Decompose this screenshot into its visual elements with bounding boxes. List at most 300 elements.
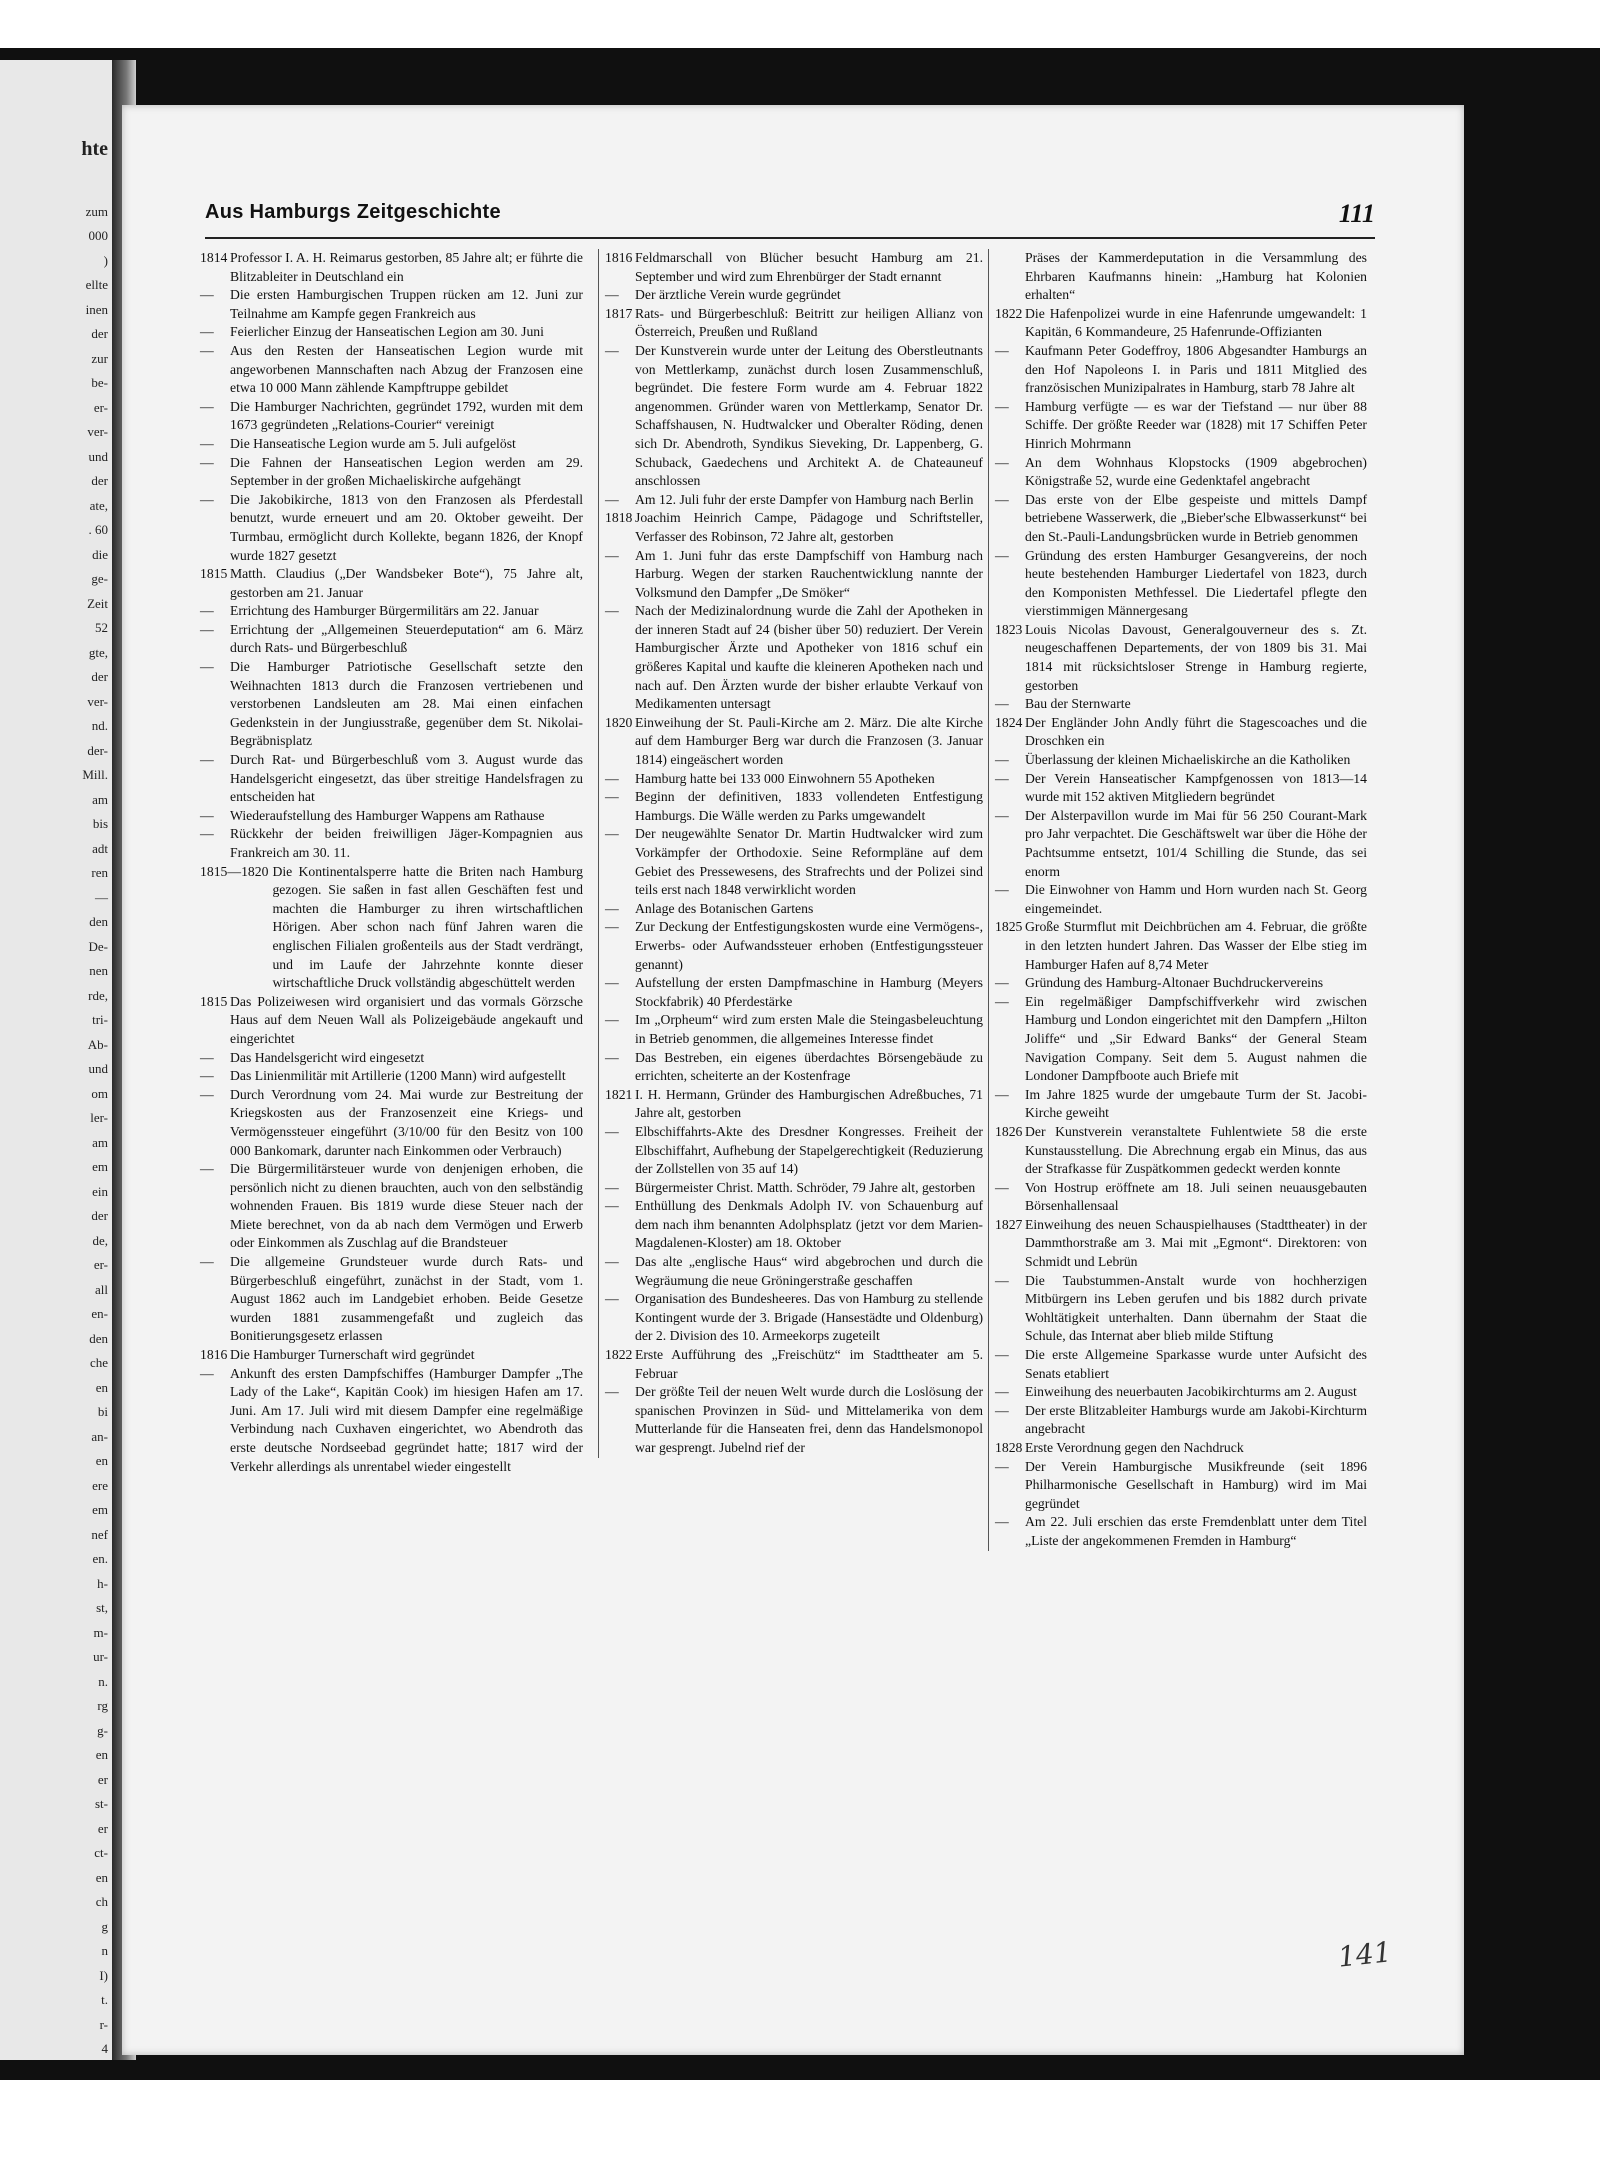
entry-dash: —	[995, 398, 1009, 414]
left-page-text: ere	[92, 1477, 108, 1493]
entry-text: Hamburg hatte bei 133 000 Einwohnern 55 Apotheken	[635, 770, 935, 786]
entry-text: Hamburg verfügte — es war der Tiefstand — nur über 88 Schiffe. Der größte Reeder war (1828) mit 17 Schiffen Peter Hinrich Mohrmann	[1025, 398, 1367, 451]
chronology-entry	[605, 825, 983, 899]
left-page-text: . 60	[88, 522, 108, 537]
left-page-text: de,	[92, 1232, 108, 1248]
entry-text: Der neugewählte Senator Dr. Martin Hudtwalcker wird zum Vorkämpfer der Orthodoxie. Seine Reformpläne auf dem Gebiet des Pressewesens, des Strafrechts und der Polizei sind teils erst nach 1848 verwirklicht worden	[635, 826, 983, 898]
left-page-text: 000	[88, 228, 108, 243]
chronology-entry	[995, 770, 1367, 807]
chronology-entry	[605, 1383, 983, 1457]
entry-text: Organisation des Bundesheeres. Das von Hamburg zu stellende Kontingent wurde der 3. Brigade (Hansestädte und Oldenburg) der 2. Division des 10. Armeekorps zugeteilt	[635, 1291, 983, 1344]
entry-text: Das erste von der Elbe gespeiste und mittels Dampf betriebene Wasserwerk, die „Bieber'sche Elbwasserkunst“ bei den St.-Pauli-Landungsbrücken wurde in Betrieb genommen	[1025, 491, 1367, 544]
entry-text: Gründung des Hamburg-Altonaer Buchdruckervereins	[1025, 975, 1324, 991]
entry-dash: —	[200, 454, 214, 470]
entry-text: Elbschiffahrts-Akte des Dresdner Kongresses. Freiheit der Elbschiffahrt, Aufhebung der Stapelgerechtigkeit (Reduzierung der Zollstellen von 35 auf 14)	[635, 1123, 983, 1177]
left-page-text: hte	[81, 138, 108, 160]
chronology-entry	[200, 1049, 583, 1068]
chronology-entry	[995, 547, 1367, 621]
chronology-entry	[605, 547, 983, 603]
left-page-text: nd.	[91, 718, 108, 733]
chronology-entry	[995, 1439, 1367, 1458]
left-page-text: ren	[91, 865, 108, 880]
left-page-text: ch	[95, 1894, 108, 1909]
entry-dash: —	[605, 1291, 619, 1307]
entry-dash: —	[605, 547, 619, 563]
chronology-entry	[605, 974, 983, 1011]
entry-text: Rats- und Bürgerbeschluß: Beitritt zur heiligen Allianz von Österreich, Preußen und Rußland	[635, 305, 983, 340]
chronology-entry	[605, 1253, 983, 1290]
chronology-entry	[200, 602, 583, 621]
left-page-text: en.	[92, 1551, 108, 1566]
chronology-entry	[200, 1067, 583, 1086]
entry-dash: —	[995, 993, 1009, 1009]
entry-dash: —	[995, 975, 1009, 991]
chronology-entry	[200, 1086, 583, 1160]
entry-text: Bürgermeister Christ. Matth. Schröder, 79 Jahre alt, gestorben	[635, 1179, 976, 1195]
entry-dash: —	[200, 1068, 214, 1084]
chronology-entry	[200, 1346, 583, 1365]
entry-dash: —	[995, 1347, 1009, 1363]
entry-dash: —	[200, 752, 214, 768]
entry-dash: —	[995, 696, 1009, 712]
entry-text: Gründung des ersten Hamburger Gesangvereins, der noch heute bestehenden Hamburger Liedertafel von 1823, durch den Komponisten Methfessel. Die Liedertafel pflegte den vierstimmigen Männergesang	[1025, 547, 1367, 619]
left-page-text: be-	[91, 375, 108, 390]
chronology-entry	[995, 1216, 1367, 1272]
chronology-entry	[200, 286, 583, 323]
left-page-text: De-	[88, 938, 108, 954]
entry-dash: —	[995, 807, 1009, 823]
chronology-entry	[200, 993, 583, 1049]
entry-text: Das Handelsgericht wird eingesetzt	[230, 1049, 425, 1065]
entry-text: Präses der Kammerdeputation in die Versammlung des Ehrbaren Kaufmanns hinein: „Hamburg hat Kolonien erhalten“	[1025, 250, 1367, 303]
left-page-text: am	[92, 1134, 108, 1150]
entry-dash: —	[605, 1012, 619, 1028]
entry-dash: —	[605, 789, 619, 805]
chronology-entry	[995, 491, 1367, 547]
chronology-entry	[605, 602, 983, 714]
entry-text: Durch Verordnung vom 24. Mai wurde zur Bestreitung der Kriegskosten aus der Franzosenzeit eine Kriegs- und Vermögenssteuer eingeführt (3/10/00 für den Besitz von 100 000 Bankomark, darunter nach Einkommen oder Verbrauch)	[230, 1086, 583, 1158]
entry-year: 1822	[605, 1347, 633, 1363]
chronology-entry	[605, 342, 983, 491]
left-page-text: all	[95, 1281, 108, 1297]
page-number: 111	[1338, 199, 1375, 228]
left-page-text: che	[89, 1355, 108, 1370]
left-page-text: gte,	[88, 644, 108, 660]
chronology-entry	[200, 825, 583, 862]
entry-dash: —	[200, 1049, 214, 1065]
entry-text: Ankunft des ersten Dampfschiffes (Hamburger Dampfer „The Lady of the Lake“, Kapitän Cook) im hiesigen Hafen am 17. Juni. Am 17. Juli wird mit diesem Dampfer eine regelmäßige Verbindung nach Cuxhaven eingerichtet, wo Abendroth das erste deutsche Nordseebad gegründet hatte; 1817 wird der Verkehr allerdings als unrentabel wieder eingestellt	[230, 1365, 583, 1474]
entry-text: Der Verein Hanseatischer Kampfgenossen von 1813—14 wurde mit 152 aktiven Mitgliedern begründet	[1025, 770, 1367, 805]
entry-dash: —	[605, 603, 619, 619]
entry-year: 1814	[200, 250, 228, 265]
entry-dash: —	[200, 1254, 214, 1270]
chronology-entry	[995, 807, 1367, 881]
entry-text: Durch Rat- und Bürgerbeschluß vom 3. August wurde das Handelsgericht eingesetzt, das über streitige Handelsfragen zu entscheiden hat	[230, 752, 583, 805]
entry-text: Die Hamburger Patriotische Gesellschaft setzte den Weihnachten 1813 durch die Franzosen vertriebenen und verstorbenen Landsleuten am 28. Mai einen einfachen Gedenkstein in der Jungiusstraße, gegenüber dem St. Nikolai-Begräbnisplatz	[230, 659, 583, 749]
left-page-text: inen	[85, 301, 108, 317]
entry-dash: —	[200, 491, 214, 507]
entry-text: Am 22. Juli erschien das erste Fremdenblatt unter dem Titel „Liste der angekommenen Fremden in Hamburg“	[1025, 1514, 1367, 1548]
entry-text: Feldmarschall von Blücher besucht Hamburg am 21. September und wird zum Ehrenbürger der Stadt ernannt	[635, 250, 983, 284]
entry-text: Bau der Sternwarte	[1025, 696, 1131, 712]
left-page-text: tri-	[92, 1012, 108, 1027]
entry-year: 1818	[605, 510, 633, 526]
left-page-text: g-	[97, 1722, 108, 1738]
entry-text: Zur Deckung der Entfestigungskosten wurde eine Vermögens-, Erwerbs- oder Aufwandssteuer erhoben (Entfestigungssteuer genannt)	[635, 919, 983, 972]
chronology-entry	[995, 1458, 1367, 1514]
entry-text: Am 1. Juni fuhr das erste Dampfschiff von Hamburg nach Harburg. Wegen der starken Rauchentwicklung nannte der Volksmund den Dampfer „De Smöker“	[635, 547, 983, 600]
left-page-text: ge-	[91, 571, 108, 586]
entry-dash: —	[605, 491, 619, 507]
chronology-entry	[605, 286, 983, 305]
entry-text: Die Hafenpolizei wurde in eine Hafenrunde umgewandelt: 1 Kapitän, 6 Kommandeure, 25 Hafenrunde-Offizianten	[1025, 305, 1367, 340]
chronology-entry	[605, 1346, 983, 1383]
entry-dash: —	[995, 1402, 1009, 1418]
left-page-text: n	[101, 1943, 108, 1958]
chronology-entry	[605, 918, 983, 974]
entry-text: Einweihung des neuerbauten Jacobikirchturms am 2. August	[1025, 1384, 1357, 1400]
entry-year: 1815—1820	[200, 863, 269, 879]
entry-text: Nach der Medizinalordnung wurde die Zahl der Apotheken in der inneren Stadt auf 24 (bisher über 50) reduziert. Der Verein Hamburgischer Ärzte und Apotheker von 1816 schuf ein größeres Kapital und kaufte die kleineren Apotheken nach und nach auf. Den Ärzten wurde der bisher erlaubte Verkauf von Medikamenten untersagt	[635, 603, 983, 712]
entry-text: Der größte Teil der neuen Welt wurde durch die Loslösung der spanischen Provinzen in Süd- und Mittelamerika von dem Mutterlande für die Hanseaten frei, denn das Handelsmonopol war gesprengt. Jubelnd rief der	[635, 1384, 983, 1455]
entry-text: Rückkehr der beiden freiwilligen Jäger-Kompagnien aus Frankreich am 30. 11.	[230, 826, 583, 860]
chronology-entry	[200, 807, 583, 826]
left-page-text: st-	[95, 1796, 108, 1811]
entry-dash: —	[200, 659, 214, 675]
chronology-entry	[995, 993, 1367, 1086]
entry-text: Louis Nicolas Davoust, Generalgouverneur des s. Zt. neugeschaffenen Departements, der von 1809 bis 31. Mai 1814 mit rücksichtsloser Strenge in Hamburg regierte, gestorben	[1025, 621, 1367, 693]
left-page-text: ate,	[89, 497, 108, 513]
entry-dash: —	[995, 770, 1009, 786]
entry-text: Am 12. Juli fuhr der erste Dampfer von Hamburg nach Berlin	[635, 491, 974, 507]
chronology-entry	[605, 714, 983, 770]
entry-year: 1823	[995, 621, 1023, 637]
left-page-text: en	[95, 1379, 108, 1395]
entry-text: Professor I. A. H. Reimarus gestorben, 85 Jahre alt; er führte die Blitzableiter in Deutschland ein	[230, 250, 583, 284]
entry-text: An dem Wohnhaus Klopstocks (1909 abgebrochen) Königstraße 52, wurde eine Gedenktafel angebracht	[1025, 454, 1367, 489]
chronology-entry	[605, 900, 983, 919]
left-page-text: n.	[98, 1673, 108, 1689]
entry-year: 1821	[605, 1086, 633, 1102]
chronology-entry	[995, 695, 1367, 714]
chronology-entry	[200, 863, 583, 993]
entry-dash: —	[200, 435, 214, 451]
left-page-text: der-	[87, 742, 108, 758]
entry-dash: —	[995, 752, 1009, 768]
entry-dash: —	[995, 1086, 1009, 1102]
entry-dash: —	[200, 1086, 214, 1102]
entry-year: 1817	[605, 305, 633, 321]
entry-dash: —	[995, 1458, 1009, 1474]
entry-dash: —	[995, 1272, 1009, 1288]
entry-dash: —	[995, 882, 1009, 898]
chronology-entry	[200, 454, 583, 491]
chronology-entry	[605, 1179, 983, 1198]
left-page-text: und	[88, 448, 108, 464]
chronology-entry	[200, 491, 583, 565]
entry-dash: —	[200, 1365, 214, 1381]
entry-text: Erste Verordnung gegen den Nachdruck	[1025, 1440, 1244, 1455]
left-page-text: der	[91, 669, 108, 684]
left-page-text: rde,	[88, 987, 108, 1003]
entry-dash: —	[605, 1254, 619, 1270]
entry-text: Erste Aufführung des „Freischütz“ im Stadttheater am 5. Februar	[635, 1347, 983, 1381]
entry-text: Errichtung des Hamburger Bürgermilitärs am 22. Januar	[230, 603, 539, 619]
entry-text: Die Einwohner von Hamm und Horn wurden nach St. Georg eingemeindet.	[1025, 882, 1367, 916]
left-page-text: Mill.	[82, 767, 108, 782]
page-title: Aus Hamburgs Zeitgeschichte	[205, 201, 501, 223]
chronology-entry	[200, 342, 583, 398]
entry-dash: —	[200, 324, 214, 340]
chronology-entry	[200, 249, 583, 286]
entry-text: Die allgemeine Grundsteuer wurde durch Rats- und Bürgerbeschluß eingeführt, zunächst in der Stadt, vom 1. August 1862 auch im Landgebiet erhoben. Beide Gesetze wurden 1881 zusammengefaßt und zugleich das Bonitierungsgesetz erlassen	[230, 1254, 583, 1344]
chronology-entry	[605, 770, 983, 789]
entry-text: Aufstellung der ersten Dampfmaschine in Hamburg (Meyers Stockfabrik) 40 Pferdestärke	[635, 975, 983, 1009]
entry-dash: —	[995, 547, 1009, 563]
entry-text: Große Sturmflut mit Deichbrüchen am 4. Februar, die größte in den letzten hundert Jahren. Das Wasser der Elbe stieg im Hamburger Hafen auf 8,74 Meter	[1025, 919, 1367, 972]
entry-dash: —	[995, 454, 1009, 470]
entry-dash: —	[995, 1514, 1009, 1530]
chronology-entry	[995, 881, 1367, 918]
entry-text: Das alte „englische Haus“ wird abgebrochen und durch die Wegräumung die neue Gröningerstraße geschaffen	[635, 1254, 983, 1288]
entry-dash: —	[995, 1384, 1009, 1400]
entry-dash: —	[200, 342, 214, 358]
left-page-text: h-	[97, 1575, 108, 1591]
chronology-entry	[200, 435, 583, 454]
entry-text: Im Jahre 1825 wurde der umgebaute Turm der St. Jacobi-Kirche geweiht	[1025, 1086, 1367, 1121]
left-page-text: ver-	[87, 424, 108, 439]
entry-dash: —	[200, 398, 214, 414]
left-page-text: er-	[93, 399, 108, 415]
left-page-text: I)	[99, 1967, 108, 1983]
entry-year: 1828	[995, 1440, 1023, 1455]
entry-text: Einweihung des neuen Schauspielhauses (Stadttheater) in der Dammthorstraße am 3. Mai mit „Egmont“. Direktoren: von Schmidt und Lebrün	[1025, 1216, 1367, 1270]
entry-dash: —	[605, 1049, 619, 1065]
entry-text: Die Kontinentalsperre hatte die Briten nach Hamburg gezogen. Sie saßen in fast allen Geschäften fest und machten die Hamburger zu ihren wirtschaftlichen Hörigen. Aber schon nach fünf Jahren waren die englischen Filialen großenteils aus der Stadt verdrängt, und im Laufe der Jahrzehnte konnte dieser wirtschaftliche Druck vollständig abgeschüttelt werden	[272, 863, 583, 991]
left-page-text: en-	[91, 1306, 108, 1321]
entry-text: Anlage des Botanischen Gartens	[635, 900, 814, 916]
entry-dash: —	[200, 826, 214, 842]
chronology-entry	[200, 565, 583, 602]
left-page-text: ellte	[85, 277, 108, 292]
column-middle	[598, 249, 983, 1458]
entry-year: 1820	[605, 714, 633, 730]
entry-text: Das Linienmilitär mit Artillerie (1200 Mann) wird aufgestellt	[230, 1068, 566, 1084]
entry-text: Die Fahnen der Hanseatischen Legion werden am 29. September in der großen Michaeliskirche aufgehängt	[230, 454, 583, 489]
chronology-entry	[995, 621, 1367, 695]
entry-dash: —	[605, 1198, 619, 1214]
left-page-text: nef	[91, 1526, 108, 1542]
entry-text: Von Hostrup eröffnete am 18. Juli seinen neuausgebauten Börsenhallensaal	[1025, 1179, 1367, 1214]
entry-text: Matth. Claudius („Der Wandsbeker Bote“), 75 Jahre alt, gestorben am 21. Januar	[230, 566, 583, 600]
left-page-text: m-	[93, 1624, 108, 1640]
entry-dash: —	[200, 287, 214, 303]
entry-dash: —	[605, 975, 619, 991]
chronology-entry	[605, 305, 983, 342]
left-page-text: em	[92, 1159, 108, 1174]
left-page-text: nen	[89, 963, 108, 978]
entry-year: 1825	[995, 919, 1023, 935]
left-page-text: en	[95, 1869, 108, 1885]
entry-text: Feierlicher Einzug der Hanseatischen Legion am 30. Juni	[230, 324, 544, 340]
left-page-text: 52	[95, 620, 108, 635]
chronology-entry	[605, 1123, 983, 1179]
entry-text: Joachim Heinrich Campe, Pädagoge und Schriftsteller, Verfasser des Robinson, 72 Jahre alt, gestorben	[635, 510, 983, 544]
entry-dash: —	[605, 919, 619, 935]
entry-year: 1826	[995, 1123, 1023, 1139]
chronology-entry	[995, 714, 1367, 751]
entry-dash: —	[605, 826, 619, 842]
left-page-text: ein	[92, 1183, 108, 1199]
left-page-text: adt	[92, 840, 108, 856]
entry-year: 1816	[200, 1347, 228, 1363]
chronology-entry	[605, 1049, 983, 1086]
entry-dash: —	[200, 1161, 214, 1177]
entry-text: Einweihung der St. Pauli-Kirche am 2. März. Die alte Kirche auf dem Hamburger Berg war durch die Franzosen (3. Januar 1814) eingeäschert worden	[635, 714, 983, 768]
left-page-text: —	[95, 889, 108, 905]
left-page-text: er	[97, 1771, 108, 1787]
entry-text: Der Kunstverein wurde unter der Leitung des Oberstleutnants von Mettlerkamp, zunächst durch losen Zusammenschluß, begründet. Die festere Form wurde am 4. Februar 1822 angenommen. Gründer waren von Mettlerkamp, Senator Dr. Schaffshausen, N. Hudtwalcker und Oberalter Röding, denen sich Dr. Abendroth, Syndikus Sieveking, Dr. Lappenberg, G. Schuback, Gaedechens und Architekt A. de Chateauneuf anschlossen	[635, 342, 983, 489]
chronology-entry	[995, 1123, 1367, 1179]
left-page-text: Zeit	[87, 595, 108, 611]
entry-text: Die Jakobikirche, 1813 von den Franzosen als Pferdestall benutzt, wurde erneuert und am 20. Oktober geweiht. Der Turmbau, ermöglicht durch Kollekte, begann 1826, der Knopf wurde 1827 gesetzt	[230, 491, 583, 563]
left-page-text: )	[103, 252, 108, 268]
entry-dash: —	[995, 342, 1009, 358]
entry-text: Aus den Resten der Hanseatischen Legion wurde mit angeworbenen Mannschaften nach Abzug der Franzosen eine etwa 10 000 Mann zählende Kampftruppe gebildet	[230, 342, 583, 396]
entry-text: Wiederaufstellung des Hamburger Wappens am Rathause	[230, 807, 545, 823]
left-page-text: en	[95, 1747, 108, 1762]
entry-text: Der ärztliche Verein wurde gegründet	[635, 287, 841, 303]
chronology-entry	[605, 788, 983, 825]
left-page-text: 4	[101, 2041, 108, 2056]
chronology-entry	[200, 1365, 583, 1477]
left-page-text: der	[91, 473, 108, 488]
left-page-text: om	[91, 1085, 108, 1101]
left-page-text: am	[92, 791, 108, 807]
chronology-entry	[605, 491, 983, 510]
entry-dash: —	[605, 1384, 619, 1400]
chronology-entry	[200, 751, 583, 807]
left-page-text: st,	[96, 1600, 108, 1615]
entry-text: Die Hamburger Turnerschaft wird gegründet	[230, 1347, 475, 1363]
left-page-text: t.	[101, 1992, 108, 2007]
column-right	[988, 249, 1367, 1551]
entry-dash: —	[605, 1123, 619, 1139]
left-page-text: die	[92, 546, 108, 562]
left-page-text: ct-	[94, 1845, 108, 1860]
chronology-entry	[605, 1290, 983, 1346]
chronology-entry	[995, 974, 1367, 993]
left-page-text: er	[97, 1820, 108, 1836]
entry-text: Die Bürgermilitärsteuer wurde von denjenigen erhoben, die persönlich nicht zu dienen brauchten, auch von den selbständig wohnenden Frauen. Bis 1819 wurde diese Steuer nach der Miete berechnet, von da ab nach dem Vermögen und Erwerb oder Einkommen als Zuschlag auf die Brandsteuer	[230, 1161, 583, 1251]
entry-text: Der Kunstverein veranstaltete Fuhlentwiete 58 die erste Kunstausstellung. Die Abrechnung ergab ein Minus, das aus der Strafkasse für Zuspätkommen gedeckt werden konnte	[1025, 1123, 1367, 1177]
left-page-text: g	[101, 1918, 108, 1934]
left-page-text: bi	[97, 1404, 108, 1419]
chronology-entry	[995, 1513, 1367, 1550]
chronology-entry	[995, 342, 1367, 398]
chronology-entry	[995, 454, 1367, 491]
entry-text: I. H. Hermann, Gründer des Hamburgischen Adreßbuches, 71 Jahre alt, gestorben	[635, 1086, 983, 1121]
chronology-entry	[200, 658, 583, 751]
entry-year: 1824	[995, 714, 1023, 730]
chronology-entry	[995, 918, 1367, 974]
entry-dash: —	[605, 900, 619, 916]
entry-year: 1827	[995, 1216, 1023, 1232]
entry-text: Ein regelmäßiger Dampfschiffverkehr wird zwischen Hamburg und London eingerichtet mit den Dampfern „Hilton Joliffe“ und „Sir Edward Banks“ der General Steam Navigation Company. Seit dem 5. August nahmen die Londoner Dampfboote auch Briefe mit	[1025, 993, 1367, 1084]
entry-year: 1822	[995, 305, 1023, 321]
chronology-entry	[200, 323, 583, 342]
page-header	[205, 197, 1375, 239]
chronology-entry	[605, 1086, 983, 1123]
entry-dash: —	[605, 1179, 619, 1195]
entry-text: Errichtung der „Allgemeinen Steuerdeputation“ am 6. März durch Rats- und Bürgerbeschluß	[230, 621, 583, 656]
entry-dash: —	[605, 770, 619, 786]
entry-text: Die Hamburger Nachrichten, gegründet 1792, wurden mit dem 1673 gegründeten „Relations-Courier“ vereinigt	[230, 398, 583, 433]
entry-text: Im „Orpheum“ wird zum ersten Male die Steingasbeleuchtung in Betrieb genommen, die allgemeines Interesse findet	[635, 1012, 983, 1046]
left-page-text: bis	[92, 816, 108, 831]
column-left	[200, 249, 583, 1476]
left-page-text: Ab-	[87, 1036, 108, 1052]
left-page-text: an-	[91, 1428, 108, 1444]
entry-text: Die ersten Hamburgischen Truppen rücken am 12. Juni zur Teilnahme am Kampfe gegen Frankreich aus	[230, 287, 583, 321]
chronology-entry	[995, 1272, 1367, 1346]
chronology-entry	[995, 305, 1367, 342]
chronology-entry	[995, 751, 1367, 770]
entry-text: Beginn der definitiven, 1833 vollendeten Entfestigung Hamburgs. Die Wälle werden zu Parks umgewandelt	[635, 789, 983, 823]
entry-text: Kaufmann Peter Godeffroy, 1806 Abgesandter Hamburgs an den Hof Napoleons I. in Paris und 1811 Mitglied des französischen Munizipalrates in Hamburg, starb 78 Jahre alt	[1025, 342, 1367, 396]
entry-text: Das Polizeiwesen wird organisiert und das vormals Görzsche Haus auf dem Neuen Wall als Polizeigebäude angekauft und eingerichtet	[230, 993, 583, 1046]
chronology-entry	[605, 1197, 983, 1253]
chronology-entry	[995, 1383, 1367, 1402]
entry-dash: —	[200, 603, 214, 619]
chronology-entry	[605, 509, 983, 546]
entry-text: Das Bestreben, ein eigenes überdachtes Börsengebäude zu errichten, scheiterte an der Kostenfrage	[635, 1049, 983, 1084]
left-page-text: ler-	[90, 1110, 108, 1125]
entry-text: Die erste Allgemeine Sparkasse wurde unter Aufsicht des Senats etabliert	[1025, 1347, 1367, 1381]
chronology-entry	[605, 249, 983, 286]
entry-dash: —	[200, 807, 214, 823]
entry-text: Enthüllung des Denkmals Adolph IV. von Schauenburg auf dem nach ihm benannten Adolphsplatz (jetzt vor dem Marien-Magdalenen-Kloster) am 18. Oktober	[635, 1198, 983, 1251]
entry-text: Der Engländer John Andly führt die Stagescoaches und die Droschken ein	[1025, 714, 1367, 749]
chronology-entry	[995, 249, 1367, 305]
entry-year: 1815	[200, 566, 228, 582]
left-page-text: zum	[85, 203, 108, 219]
handwritten-note: 141	[1336, 1935, 1394, 1974]
left-page-text: den	[89, 1330, 108, 1346]
entry-text: Der erste Blitzableiter Hamburgs wurde am Jakobi-Kirchturm angebracht	[1025, 1402, 1367, 1437]
left-page-text: r-	[99, 2016, 108, 2032]
chronology-entry	[200, 621, 583, 658]
left-page-text: er-	[93, 1257, 108, 1272]
left-page-text: der	[91, 1208, 108, 1223]
entry-text: Der Verein Hamburgische Musikfreunde (seit 1896 Philharmonische Gesellschaft in Hamburg) wird im Mai gegründet	[1025, 1458, 1367, 1511]
entry-dash: —	[200, 621, 214, 637]
entry-year: 1815	[200, 993, 228, 1009]
entry-dash: —	[995, 1179, 1009, 1195]
left-page-text: den	[89, 914, 108, 929]
chronology-entry	[995, 1402, 1367, 1439]
left-page-text: der	[91, 326, 108, 341]
left-page-text: ur-	[93, 1649, 108, 1664]
entry-text: Die Hanseatische Legion wurde am 5. Juli aufgelöst	[230, 435, 516, 451]
entry-text: Überlassung der kleinen Michaeliskirche an die Katholiken	[1025, 752, 1351, 768]
chronology-entry	[995, 398, 1367, 454]
entry-dash: —	[605, 342, 619, 358]
entry-year: 1816	[605, 250, 633, 265]
left-page-text: em	[92, 1502, 108, 1517]
left-page-text: en	[95, 1453, 108, 1468]
left-page-text: zur	[91, 350, 108, 366]
